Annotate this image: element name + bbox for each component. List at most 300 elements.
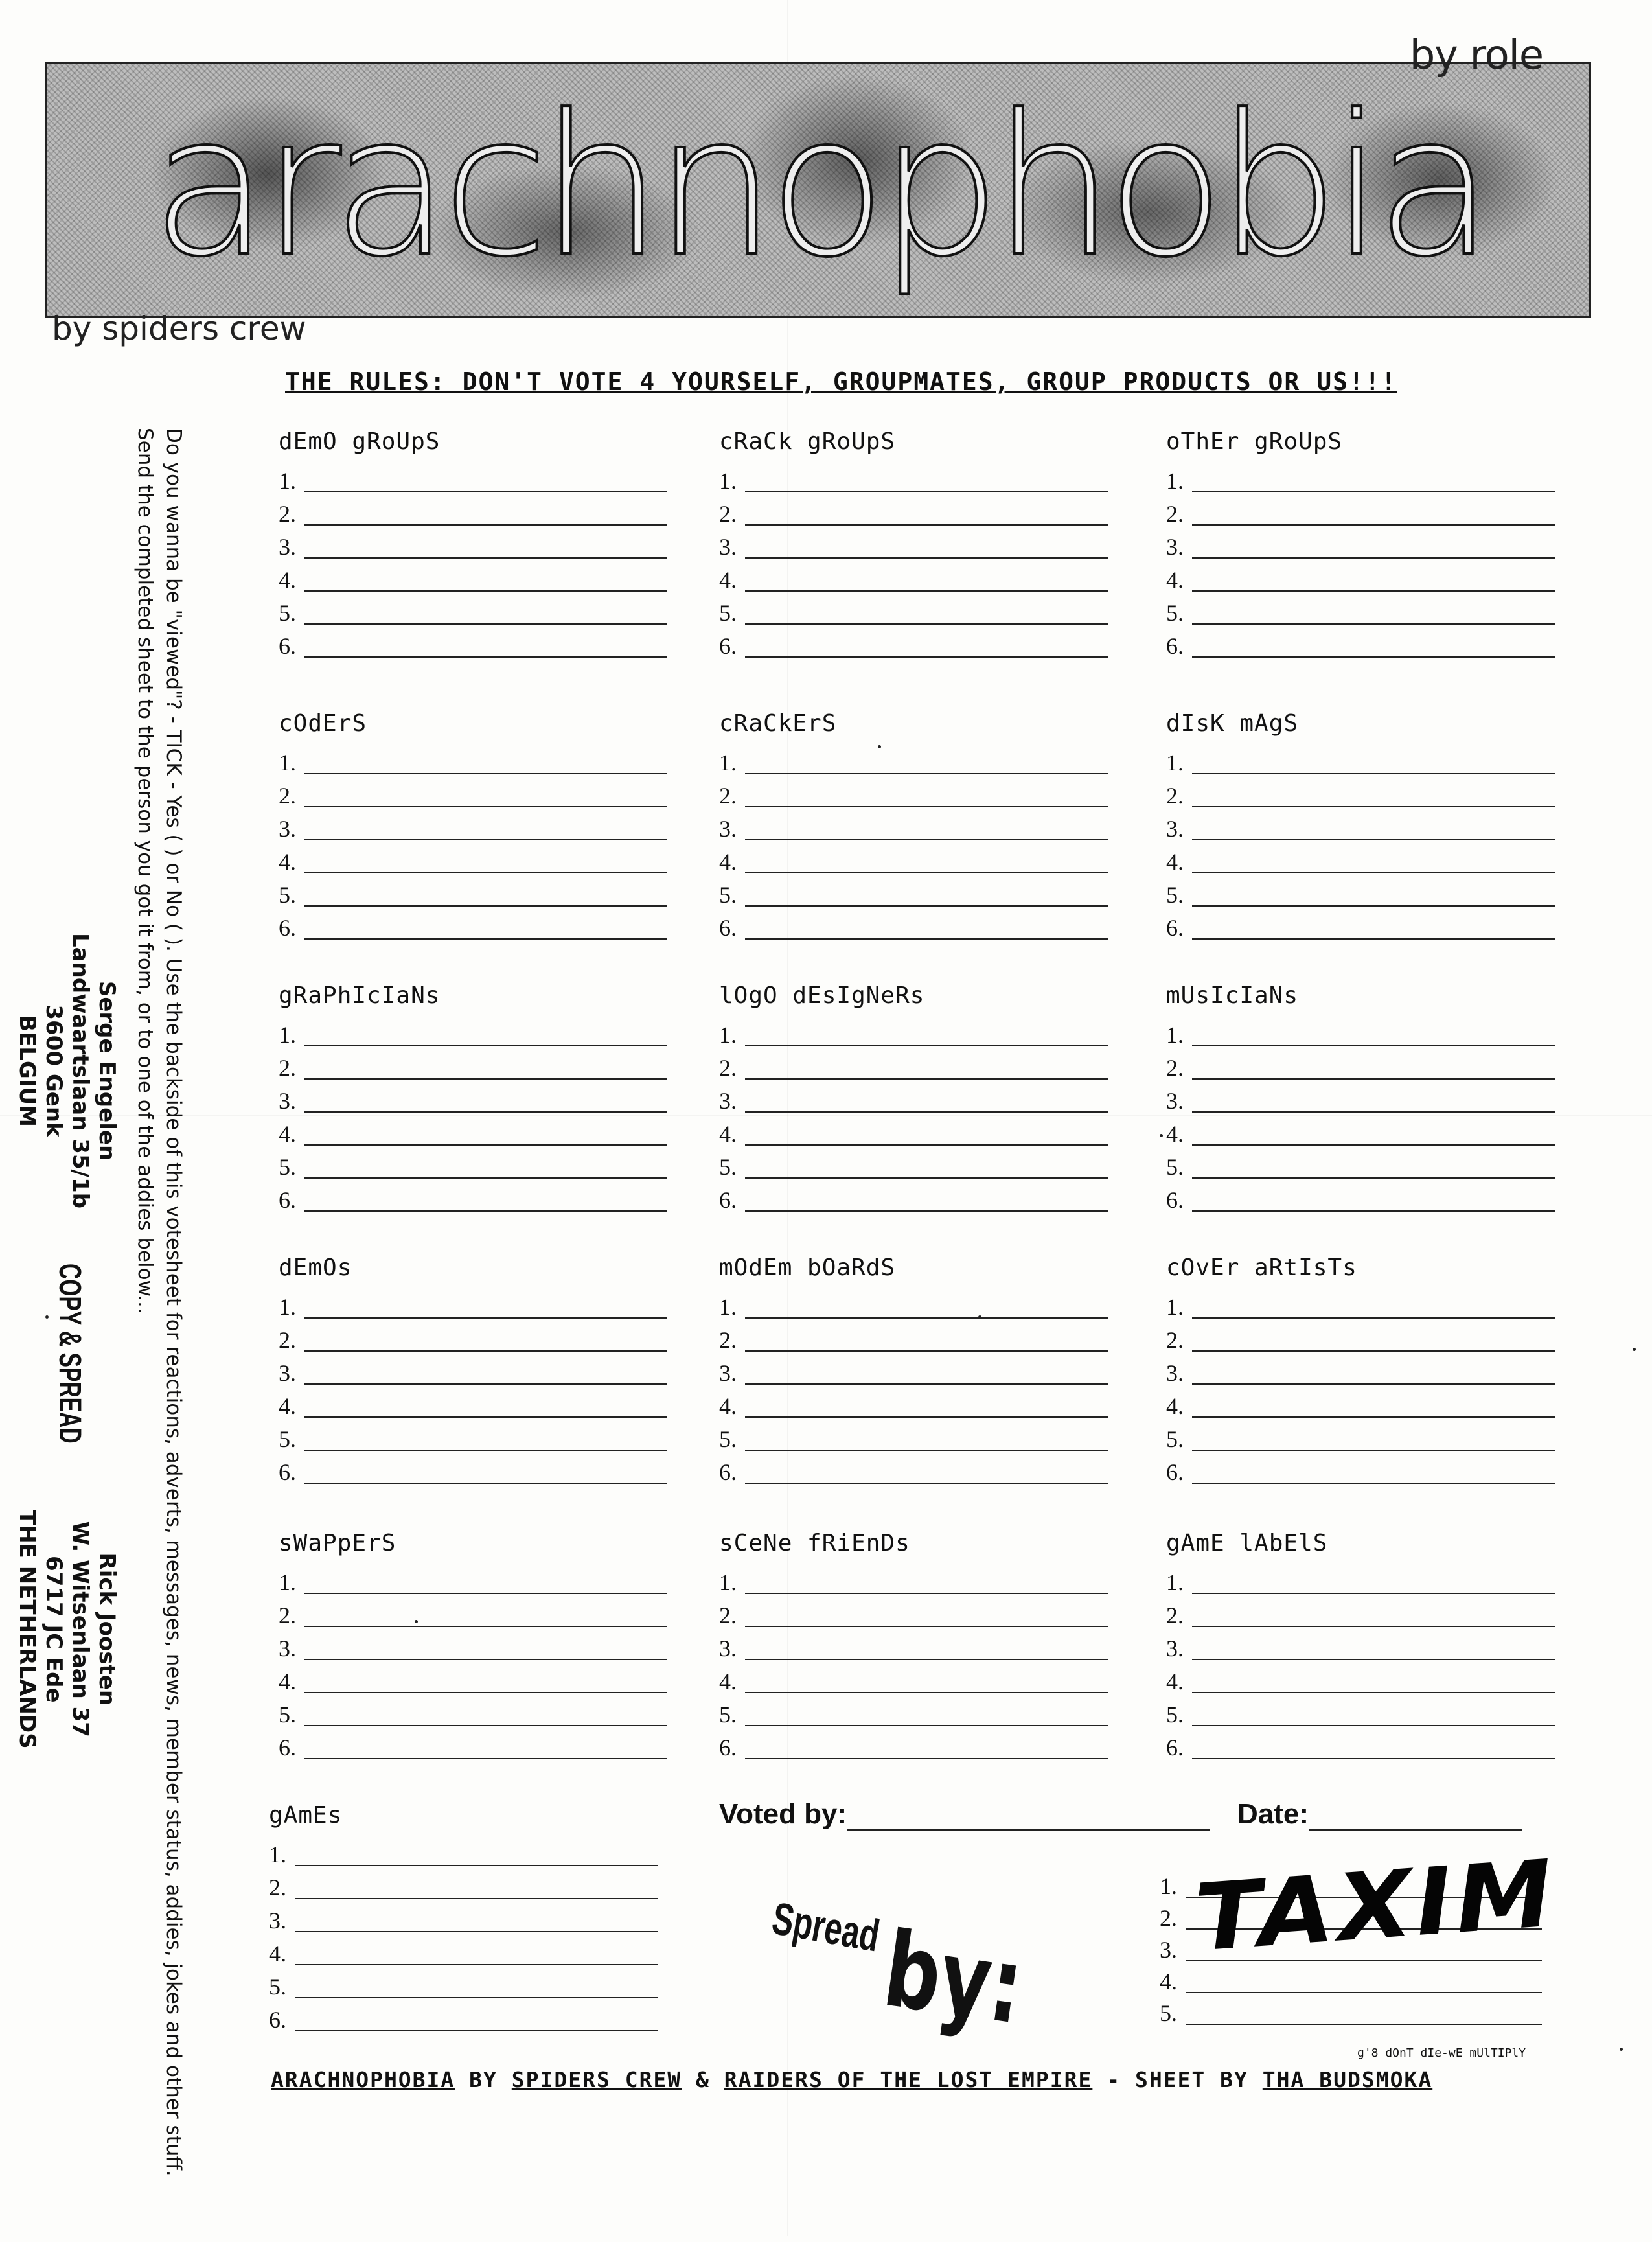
row-number: 3. <box>279 1360 296 1386</box>
vote-category <box>719 978 1108 1212</box>
row-number: 2. <box>719 501 737 527</box>
vote-row <box>269 1833 658 1866</box>
vote-row <box>1166 1660 1555 1693</box>
vote-row <box>1166 1352 1555 1385</box>
vote-entry-line[interactable] <box>745 1736 1108 1759</box>
vote-entry-line[interactable] <box>295 1909 658 1932</box>
vote-row <box>1166 1013 1555 1046</box>
vote-row <box>719 907 1108 940</box>
vote-entry-line[interactable] <box>1192 535 1555 559</box>
vote-row <box>279 1046 667 1080</box>
address-line: 3600 Genk <box>41 1004 67 1137</box>
vote-row <box>1166 840 1555 873</box>
vote-row <box>1166 1113 1555 1146</box>
category-title: gAmEs <box>269 1802 343 1829</box>
vote-row <box>719 741 1108 774</box>
handwritten-name: TAXIM <box>1191 1840 1560 1972</box>
row-number: 4. <box>1166 1393 1184 1419</box>
vote-entry-line[interactable] <box>304 601 667 625</box>
vote-row <box>719 1726 1108 1759</box>
vote-entry-line[interactable] <box>304 502 667 526</box>
vote-row <box>279 1627 667 1660</box>
vote-entry-line[interactable] <box>745 1188 1108 1212</box>
vote-entry-line[interactable] <box>304 1394 667 1418</box>
category-title: oThEr gRoUpS <box>1166 428 1343 455</box>
row-number: 5. <box>1166 882 1184 908</box>
row-number: 3. <box>1166 1360 1184 1386</box>
vote-row <box>719 807 1108 840</box>
vote-entry-line[interactable] <box>745 568 1108 592</box>
category-title: cRaCkErS <box>719 710 837 737</box>
row-number: 3. <box>279 1088 296 1114</box>
vote-entry-line[interactable] <box>745 1295 1108 1319</box>
vote-entry-line[interactable] <box>295 1843 658 1866</box>
vote-entry-line[interactable] <box>745 1056 1108 1080</box>
vote-entry-line[interactable] <box>304 916 667 940</box>
row-number: 1. <box>719 1022 737 1048</box>
vote-row <box>719 492 1108 526</box>
vote-entry-line[interactable] <box>1192 1056 1555 1080</box>
category-title: dIsK mAgS <box>1166 710 1299 737</box>
vote-entry-line[interactable] <box>304 1571 667 1594</box>
vote-entry-line[interactable] <box>1192 1023 1555 1046</box>
vote-category <box>279 978 667 1212</box>
row-number: 6. <box>1166 1735 1184 1761</box>
category-title: cOdErS <box>279 710 367 737</box>
category-title: mUsIcIaNs <box>1166 982 1299 1009</box>
row-number: 3. <box>719 816 737 842</box>
vote-row <box>1166 873 1555 907</box>
vote-row <box>1166 1451 1555 1484</box>
row-number: 4. <box>279 1121 296 1147</box>
row-number: 6. <box>279 633 296 659</box>
row-number: 5. <box>269 1974 286 2000</box>
vote-entry-line[interactable] <box>304 1122 667 1146</box>
vote-category <box>719 706 1108 940</box>
category-title: sCeNe fRiEnDs <box>719 1530 910 1556</box>
address-line: W. Witsenlaan 37 <box>67 1521 93 1737</box>
vote-entry-line[interactable] <box>745 1122 1108 1146</box>
vote-row <box>1166 1146 1555 1179</box>
vote-entry-line[interactable] <box>1192 1670 1555 1693</box>
row-number: 1. <box>719 750 737 776</box>
vote-category <box>1166 978 1555 1212</box>
row-number: 5. <box>279 1154 296 1180</box>
row-number: 4. <box>719 1669 737 1694</box>
instruction-line: Send the completed sheet to the person you got it from, or to one of the addies below... <box>133 428 157 1314</box>
footer-part: ARACHNOPHOBIA <box>271 2067 455 2092</box>
vote-row <box>279 873 667 907</box>
vote-row <box>279 1013 667 1046</box>
voted-by-line[interactable] <box>847 1803 1210 1831</box>
vote-entry-line[interactable] <box>304 883 667 907</box>
vote-entry-line[interactable] <box>1192 1089 1555 1113</box>
row-number: 2. <box>279 1055 296 1081</box>
vote-row <box>719 840 1108 873</box>
side-instructions <box>14 428 188 2242</box>
vote-row <box>279 1660 667 1693</box>
vote-entry-line[interactable] <box>745 502 1108 526</box>
row-number: 1. <box>279 1022 296 1048</box>
vote-entry-line[interactable] <box>1192 1361 1555 1385</box>
vote-row <box>1166 807 1555 840</box>
category-title: sWaPpErS <box>279 1530 396 1556</box>
row-number: 3. <box>719 534 737 560</box>
vote-entry-line[interactable] <box>1192 1427 1555 1451</box>
rules-heading: THE RULES: DON'T VOTE 4 YOURSELF, GROUPMATES, GROUP PRODUCTS OR US!!! <box>285 367 1397 396</box>
vote-entry-line[interactable] <box>745 535 1108 559</box>
row-number: 2. <box>269 1875 286 1901</box>
vote-entry-line[interactable] <box>745 634 1108 658</box>
vote-entry-line[interactable] <box>304 469 667 492</box>
vote-entry-line[interactable] <box>304 751 667 774</box>
vote-entry-line[interactable] <box>745 1394 1108 1418</box>
by-label: by: <box>877 1908 1031 2048</box>
vote-row <box>719 1013 1108 1046</box>
vote-category <box>1166 1251 1555 1484</box>
vote-row <box>719 774 1108 807</box>
vote-entry-line[interactable] <box>295 2008 658 2031</box>
vote-entry-line[interactable] <box>745 850 1108 873</box>
vote-entry-line[interactable] <box>1192 817 1555 840</box>
row-number: 1. <box>279 1294 296 1320</box>
row-number: 1. <box>1166 750 1184 776</box>
vote-row <box>279 526 667 559</box>
vote-entry-line[interactable] <box>745 1361 1108 1385</box>
vote-entry-line[interactable] <box>745 601 1108 625</box>
vote-row <box>719 1046 1108 1080</box>
vote-entry-line[interactable] <box>304 1295 667 1319</box>
vote-entry-line[interactable] <box>304 1155 667 1179</box>
vote-row <box>1166 907 1555 940</box>
vote-entry-line[interactable] <box>745 1461 1108 1484</box>
vote-row <box>719 1146 1108 1179</box>
vote-entry-line[interactable] <box>745 469 1108 492</box>
row-number: 2. <box>1166 783 1184 809</box>
banner-by-spiders: by spiders crew <box>52 310 306 347</box>
vote-entry-line[interactable] <box>1192 1155 1555 1179</box>
row-number: 6. <box>1166 1459 1184 1485</box>
vote-row <box>719 459 1108 492</box>
vote-row <box>719 1693 1108 1726</box>
row-number: 4. <box>1166 1121 1184 1147</box>
row-number: 4. <box>719 567 737 593</box>
row-number: 5. <box>719 600 737 626</box>
vote-category <box>719 424 1108 658</box>
address-line: Rick Joosten <box>94 1553 120 1706</box>
date-label: Date: <box>1237 1798 1309 1830</box>
vote-entry-line[interactable] <box>745 1089 1108 1113</box>
vote-row <box>719 873 1108 907</box>
vote-entry-line[interactable] <box>1192 502 1555 526</box>
row-number: 5. <box>1166 600 1184 626</box>
row-number: 4. <box>1166 849 1184 875</box>
tiny-note: g'8 dOnT dIe-wE mUlTIPlY <box>1357 2046 1526 2060</box>
vote-row <box>1166 492 1555 526</box>
spread-label: Spread <box>768 1892 884 1961</box>
vote-row <box>1166 1693 1555 1726</box>
vote-row <box>1166 625 1555 658</box>
vote-entry-line[interactable] <box>304 1089 667 1113</box>
address-line: THE NETHERLANDS <box>14 1510 40 1749</box>
address-line: 6717 JC Ede <box>41 1556 67 1703</box>
row-number: 2. <box>1160 1905 1177 1931</box>
vote-entry-line[interactable] <box>304 1361 667 1385</box>
row-number: 2. <box>1166 501 1184 527</box>
vote-entry-line[interactable] <box>1192 1571 1555 1594</box>
vote-category <box>269 1798 658 2031</box>
row-number: 3. <box>1160 1937 1177 1963</box>
vote-row <box>1166 1319 1555 1352</box>
vote-row <box>719 1179 1108 1212</box>
vote-row <box>1166 592 1555 625</box>
row-number: 1. <box>279 750 296 776</box>
vote-row <box>1166 774 1555 807</box>
vote-row <box>1166 1726 1555 1759</box>
speck <box>415 1620 418 1623</box>
date-line[interactable] <box>1309 1803 1522 1831</box>
row-number: 4. <box>279 567 296 593</box>
vote-entry-line[interactable] <box>1192 850 1555 873</box>
vote-entry-line[interactable] <box>1192 1295 1555 1319</box>
vote-row <box>269 1866 658 1899</box>
vote-row <box>269 1932 658 1965</box>
vote-row <box>279 1179 667 1212</box>
address-line: Landwaartslaan 35/1b <box>67 933 93 1209</box>
footer-part: SPIDERS CREW <box>511 2067 682 2092</box>
vote-entry-line[interactable] <box>1192 1122 1555 1146</box>
voted-by-field[interactable] <box>719 1798 1210 1831</box>
vote-entry-line[interactable] <box>745 1328 1108 1352</box>
vote-row <box>719 1660 1108 1693</box>
vote-entry-line[interactable] <box>1192 469 1555 492</box>
banner-title: arachnophobia <box>151 73 1486 299</box>
row-number: 2. <box>279 783 296 809</box>
category-title: mOdEm bOaRdS <box>719 1254 896 1281</box>
vote-entry-line[interactable] <box>295 1876 658 1899</box>
row-number: 2. <box>279 501 296 527</box>
vote-row <box>279 907 667 940</box>
vote-row <box>279 807 667 840</box>
vote-entry-line[interactable] <box>745 916 1108 940</box>
vote-entry-line[interactable] <box>304 535 667 559</box>
voted-by-label: Voted by: <box>719 1798 847 1830</box>
vote-row <box>279 1385 667 1418</box>
vote-entry-line[interactable] <box>295 1975 658 1998</box>
vote-entry-line[interactable] <box>745 751 1108 774</box>
vote-row <box>279 1146 667 1179</box>
vote-entry-line[interactable] <box>745 1427 1108 1451</box>
vote-row <box>279 1418 667 1451</box>
vote-entry-line[interactable] <box>1192 1394 1555 1418</box>
vote-entry-line[interactable] <box>304 784 667 807</box>
vote-entry-line[interactable] <box>1192 1604 1555 1627</box>
vote-row <box>279 592 667 625</box>
spread-row <box>1160 1993 1542 2025</box>
row-number: 1. <box>1166 1569 1184 1595</box>
row-number: 1. <box>279 1569 296 1595</box>
vote-category <box>1166 706 1555 940</box>
vote-row <box>279 1080 667 1113</box>
row-number: 3. <box>719 1360 737 1386</box>
vote-entry-line[interactable] <box>1192 1328 1555 1352</box>
vote-entry-line[interactable] <box>1192 751 1555 774</box>
row-number: 2. <box>719 1327 737 1353</box>
vote-entry-line[interactable] <box>304 1604 667 1627</box>
row-number: 2. <box>719 1055 737 1081</box>
copy-spread-stamp: COPY & SPREAD <box>52 1264 87 1444</box>
vote-entry-line[interactable] <box>1192 1736 1555 1759</box>
vote-row <box>719 1418 1108 1451</box>
vote-entry-line[interactable] <box>1192 883 1555 907</box>
banner-by-role: by role <box>1409 31 1543 78</box>
row-number: 3. <box>1166 816 1184 842</box>
vote-row <box>269 1965 658 1998</box>
vote-entry-line[interactable] <box>295 1942 658 1965</box>
vote-row <box>1166 1080 1555 1113</box>
vote-entry-line[interactable] <box>1192 1637 1555 1660</box>
row-number: 4. <box>1166 1669 1184 1694</box>
vote-entry-line[interactable] <box>745 1571 1108 1594</box>
vote-row <box>279 459 667 492</box>
vote-entry-line[interactable] <box>745 883 1108 907</box>
address-line: Serge Engelen <box>94 980 120 1161</box>
row-number: 6. <box>719 1187 737 1213</box>
row-number: 5. <box>719 1426 737 1452</box>
row-number: 6. <box>719 633 737 659</box>
vote-entry-line[interactable] <box>1192 634 1555 658</box>
vote-entry-line[interactable] <box>1192 1703 1555 1726</box>
vote-row <box>279 1113 667 1146</box>
row-number: 4. <box>719 849 737 875</box>
row-number: 5. <box>1166 1154 1184 1180</box>
vote-row <box>1166 1286 1555 1319</box>
vote-entry-line[interactable] <box>745 817 1108 840</box>
row-number: 2. <box>1166 1602 1184 1628</box>
vote-row <box>719 1080 1108 1113</box>
vote-entry-line[interactable] <box>304 1637 667 1660</box>
vote-row <box>279 1319 667 1352</box>
vote-row <box>719 625 1108 658</box>
row-number: 3. <box>279 534 296 560</box>
date-field[interactable] <box>1237 1798 1522 1831</box>
spread-entry-line[interactable] <box>1186 1970 1542 1993</box>
vote-row <box>279 1561 667 1594</box>
row-number: 6. <box>719 1459 737 1485</box>
footer-part: BY <box>455 2067 512 2092</box>
row-number: 1. <box>279 468 296 494</box>
row-number: 6. <box>279 1735 296 1761</box>
vote-row <box>719 1627 1108 1660</box>
vote-entry-line[interactable] <box>1192 916 1555 940</box>
vote-entry-line[interactable] <box>745 784 1108 807</box>
vote-entry-line[interactable] <box>304 1188 667 1212</box>
vote-entry-line[interactable] <box>1192 1461 1555 1484</box>
vote-entry-line[interactable] <box>304 568 667 592</box>
vote-entry-line[interactable] <box>745 1023 1108 1046</box>
vote-row <box>1166 459 1555 492</box>
vote-row <box>279 625 667 658</box>
vote-row <box>1166 1627 1555 1660</box>
vote-row <box>719 559 1108 592</box>
vote-entry-line[interactable] <box>1192 784 1555 807</box>
vote-row <box>719 1113 1108 1146</box>
vote-row <box>719 526 1108 559</box>
vote-entry-line[interactable] <box>304 1056 667 1080</box>
vote-row <box>719 1286 1108 1319</box>
row-number: 5. <box>719 1702 737 1728</box>
vote-entry-line[interactable] <box>1192 601 1555 625</box>
vote-entry-line[interactable] <box>304 1703 667 1726</box>
speck <box>1160 1134 1163 1137</box>
vote-row <box>1166 1561 1555 1594</box>
speck <box>45 1315 49 1319</box>
category-title: gRaPhIcIaNs <box>279 982 441 1009</box>
row-number: 4. <box>279 849 296 875</box>
address-line: BELGIUM <box>14 1015 40 1127</box>
row-number: 3. <box>1166 1088 1184 1114</box>
row-number: 5. <box>719 1154 737 1180</box>
spread-entry-line[interactable] <box>1186 2002 1542 2025</box>
vote-entry-line[interactable] <box>304 1023 667 1046</box>
row-number: 2. <box>1166 1327 1184 1353</box>
row-number: 1. <box>719 1294 737 1320</box>
vote-row <box>279 1352 667 1385</box>
vote-entry-line[interactable] <box>1192 1188 1555 1212</box>
address-belgium <box>14 933 120 1208</box>
vote-entry-line[interactable] <box>745 1155 1108 1179</box>
row-number: 4. <box>719 1121 737 1147</box>
row-number: 2. <box>1166 1055 1184 1081</box>
row-number: 1. <box>1166 1022 1184 1048</box>
vote-entry-line[interactable] <box>304 1736 667 1759</box>
vote-entry-line[interactable] <box>304 1328 667 1352</box>
vote-entry-line[interactable] <box>304 850 667 873</box>
vote-entry-line[interactable] <box>304 1427 667 1451</box>
vote-entry-line[interactable] <box>304 634 667 658</box>
vote-entry-line[interactable] <box>1192 568 1555 592</box>
vote-entry-line[interactable] <box>745 1637 1108 1660</box>
vote-entry-line[interactable] <box>304 1461 667 1484</box>
row-number: 3. <box>719 1088 737 1114</box>
row-number: 1. <box>1166 1294 1184 1320</box>
vote-row <box>719 1594 1108 1627</box>
row-number: 6. <box>1166 633 1184 659</box>
vote-entry-line[interactable] <box>304 1670 667 1693</box>
vote-row <box>1166 526 1555 559</box>
vote-entry-line[interactable] <box>745 1604 1108 1627</box>
vote-row <box>279 774 667 807</box>
vote-entry-line[interactable] <box>745 1703 1108 1726</box>
row-number: 1. <box>1166 468 1184 494</box>
row-number: 3. <box>279 1635 296 1661</box>
vote-row <box>719 1561 1108 1594</box>
row-number: 5. <box>1166 1426 1184 1452</box>
speck <box>878 745 881 748</box>
vote-row <box>279 1594 667 1627</box>
vote-entry-line[interactable] <box>304 817 667 840</box>
vote-row <box>279 840 667 873</box>
vote-row <box>719 1352 1108 1385</box>
row-number: 6. <box>1166 915 1184 941</box>
row-number: 6. <box>279 1187 296 1213</box>
header-banner <box>45 62 1591 318</box>
row-number: 6. <box>719 1735 737 1761</box>
vote-row <box>719 592 1108 625</box>
row-number: 2. <box>719 1602 737 1628</box>
row-number: 6. <box>1166 1187 1184 1213</box>
vote-entry-line[interactable] <box>745 1670 1108 1693</box>
